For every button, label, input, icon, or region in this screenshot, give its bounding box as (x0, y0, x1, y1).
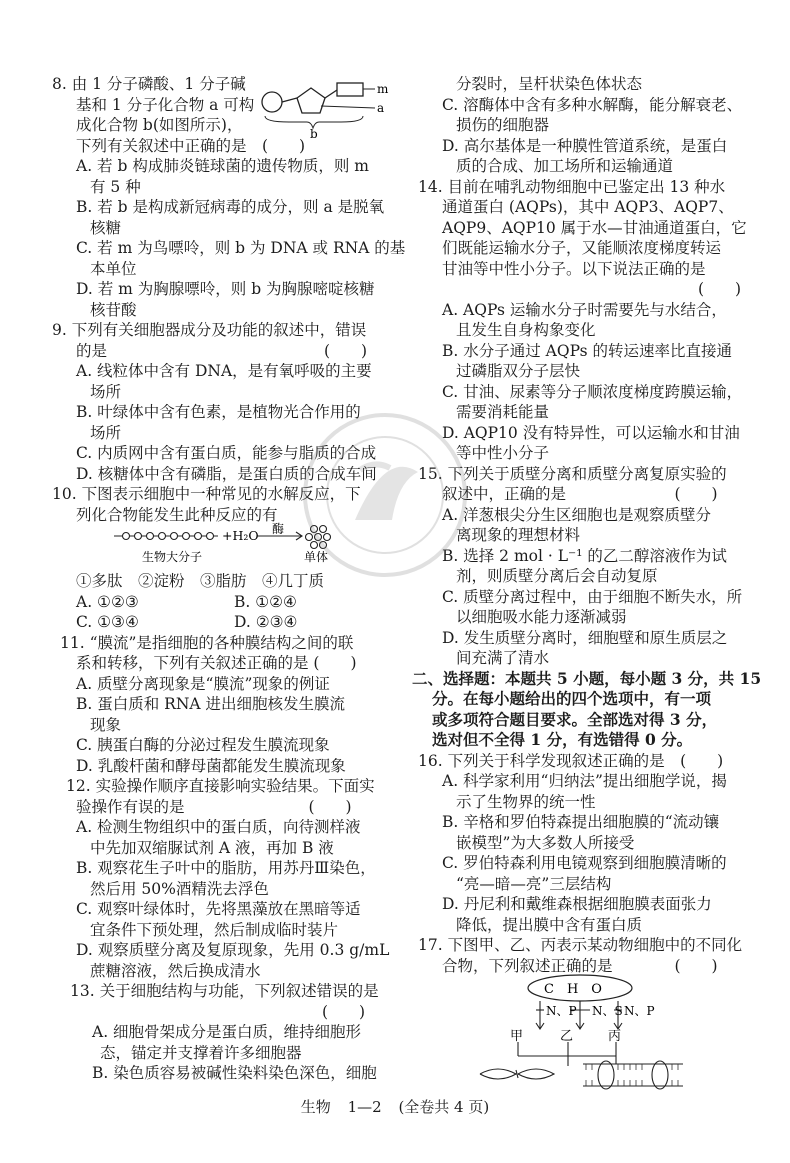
q14-option-d-cont: 等中性小分子 (456, 444, 550, 462)
q8-option-b: B. 若 b 是构成新冠病毒的成分，则 a 是脱氧 (76, 198, 385, 216)
q16-option-c-cont: “亮—暗—亮”三层结构 (456, 874, 612, 893)
q8-option-a: A. 若 b 构成肺炎链球菌的遗传物质，则 m (76, 157, 369, 175)
footer-page-number: 1—2 (347, 1098, 382, 1116)
q14-paren: ( ) (698, 280, 742, 298)
q14-option-c: C. 甘油、尿素等分子顺浓度梯度跨膜运输， (442, 382, 743, 401)
q8-line: 下列有关叙述中正确的是 ( ) (76, 136, 306, 155)
section-2-heading-cont: 或多项符合题目要求。全部选对得 3 分， (432, 709, 718, 729)
q15-option-a: A. 洋葱根尖分生区细胞也是观察质壁分 (442, 505, 712, 524)
q13-stem-cont: ( ) (322, 1002, 366, 1021)
q14-stem-cont: AQP9、AQP10 属于水—甘油通道蛋白，它 (442, 218, 747, 237)
q9-option-a-cont: 场所 (90, 382, 122, 401)
q11-option-b-cont: 现象 (90, 715, 122, 734)
q15-option-d: D. 发生质壁分离时，细胞壁和原生质层之 (442, 628, 728, 647)
q8-option-c-cont: 本单位 (90, 259, 137, 278)
q13-option-b-cont: 分裂时，呈杆状染色体状态 (456, 75, 643, 93)
q8-line: 成化合物 b(如图所示)， (76, 116, 243, 134)
q10-option-a: A. ①②③ (76, 592, 139, 611)
q14-stem-cont: 甘油等中性小分子。以下说法正确的是 (442, 259, 706, 278)
label-a: a (377, 101, 385, 115)
q11-stem: 11. “膜流”是指细胞的各种膜结构之间的联 (60, 633, 354, 652)
q8-line: 8. 由 1 分子磷酸、1 分子碱 (52, 75, 246, 93)
q10-items: ①多肽 ②淀粉 ③脂肪 ④几丁质 (76, 572, 325, 590)
enzyme-label: 酶 (272, 522, 285, 536)
q15-option-b-cont: 剂，则质壁分离后会自动复原 (456, 567, 658, 585)
q13-option-c-cont: 损伤的细胞器 (456, 116, 550, 134)
q16-option-a: A. 科学家利用“归纳法”提出细胞学说，揭 (442, 772, 727, 790)
q14-option-a-cont: 且发生自身构象变化 (456, 321, 596, 339)
q15-option-c: C. 质壁分离过程中，由于细胞不断失水，所 (442, 587, 743, 606)
q13-option-d-cont: 质的合成、加工场所和运输通道 (456, 157, 674, 175)
q17-stem: 17. 下图甲、乙、丙表示某动物细胞中的不同化 (418, 936, 743, 954)
q13-stem: 13. 关于细胞结构与功能，下列叙述错误的是 (70, 982, 379, 1000)
ns-label: N、S (592, 1004, 623, 1018)
q15-option-c-cont: 以细胞吸水能力逐渐减弱 (456, 608, 627, 626)
macromolecule-label: 生物大分子 (142, 550, 203, 564)
q11-option-d: D. 乳酸杆菌和酵母菌都能发生膜流现象 (76, 756, 346, 775)
q8-option-c: C. 若 m 为鸟嘌呤，则 b 为 DNA 或 RNA 的基 (76, 239, 406, 257)
q8-option-b-cont: 核糖 (90, 218, 122, 237)
q12-option-d: D. 观察质壁分离及复原现象，先用 0.3 g/mL (76, 941, 390, 959)
q9-stem: 9. 下列有关细胞器成分及功能的叙述中，错误 (52, 321, 367, 339)
q16-option-c: C. 罗伯特森利用电镜观察到细胞膜清晰的 (442, 854, 727, 872)
page-footer (0, 1096, 790, 1117)
q9-option-c: C. 内质网中含有蛋白质，能参与脂质的合成 (76, 444, 377, 462)
q12-option-a: A. 检测生物组织中的蛋白质，向待测样液 (76, 818, 361, 836)
q15-stem-cont: 叙述中，正确的是 ( ) (442, 485, 718, 503)
q12-option-a-cont: 中先加双缩脲试剂 A 液，再加 B 液 (90, 838, 334, 857)
monomer-label: 单体 (304, 550, 329, 564)
bing-label: 丙 (608, 1029, 622, 1044)
q12-option-b-cont: 然后用 50%酒精洗去浮色 (90, 879, 269, 898)
q12-stem: 12. 实验操作顺序直接影响实验结果。下面实 (66, 777, 375, 795)
q16-option-d-cont: 降低，提出膜中含有蛋白质 (456, 915, 643, 934)
q12-option-c-cont: 宜条件下预处理，然后制成临时装片 (90, 920, 339, 939)
q10-stem-cont: 列化合物能发生此种反应的有 (76, 505, 278, 524)
q15-option-b: B. 选择 2 mol · L⁻¹ 的乙二醇溶液作为试 (442, 546, 727, 565)
section-2-heading: 二、选择题：本题共 5 小题，每小题 3 分，共 15 (412, 668, 762, 688)
q9-stem-cont: 的是 ( ) (76, 341, 368, 360)
yi-label: 乙 (560, 1029, 574, 1044)
q11-stem-cont: 系和转移，下列有关叙述正确的是 ( ) (76, 654, 357, 672)
q14-stem: 14. 目前在哺乳动物细胞中已鉴定出 13 种水 (418, 177, 726, 196)
q8-option-d: D. 若 m 为胸腺嘌呤，则 b 为胸腺嘧啶核糖 (76, 280, 375, 298)
q13-option-a: A. 细胞骨架成分是蛋白质，维持细胞形 (92, 1023, 362, 1041)
q17-stem-cont: 合物，下列叙述正确的是 ( ) (442, 956, 718, 975)
water-label: +H₂O (222, 528, 259, 543)
q13-option-a-cont: 态，锚定并支撑着许多细胞器 (100, 1043, 302, 1062)
q12-option-b: B. 观察花生子叶中的脂肪，用苏丹Ⅲ染色， (76, 859, 376, 877)
jia-label: 甲 (510, 1029, 524, 1044)
cho-label: C H O (544, 982, 602, 997)
q14-option-c-cont: 需要消耗能量 (456, 403, 550, 421)
q9-option-b: B. 叶绿体中含有色素，是植物光合作用的 (76, 403, 361, 421)
compounds-figure (418, 976, 758, 1094)
q8-line: 基和 1 分子化合物 a 可构 (76, 95, 255, 114)
q13-option-d: D. 高尔基体是一种膜性管道系统，是蛋白 (442, 136, 728, 155)
q10-option-b: B. ①②④ (234, 592, 297, 611)
q15-option-a-cont: 离现象的理想材料 (456, 526, 581, 544)
q16-option-a-cont: 示了生物界的统一性 (456, 792, 596, 811)
q14-option-a: A. AQPs 运输水分子时需要先与水结合， (442, 300, 727, 319)
q9-option-d: D. 核糖体中含有磷脂，是蛋白质的合成车间 (76, 464, 377, 483)
question-8 (52, 74, 392, 156)
nucleotide-figure (259, 68, 391, 141)
np-label: N、P (546, 1004, 577, 1018)
q16-stem: 16. 下列关于科学发现叙述正确的是 ( ) (418, 751, 724, 770)
q10-option-d: D. ②③④ (234, 613, 298, 631)
q14-option-d: D. AQP10 没有特异性，可以运输水和甘油 (442, 423, 740, 442)
q9-option-a: A. 线粒体中含有 DNA，是有氧呼吸的主要 (76, 362, 372, 380)
section-2-heading-cont: 分。在每小题给出的四个选项中，有一项 (432, 689, 712, 708)
q12-option-d-cont: 蔗糖溶液，然后换成清水 (90, 961, 261, 980)
watermark-seal (300, 410, 470, 580)
q11-option-c: C. 胰蛋白酶的分泌过程发生膜流现象 (76, 736, 330, 754)
footer-subject: 生物 (300, 1098, 331, 1116)
q13-option-c: C. 溶酶体中含有多种水解酶，能分解衰老、 (442, 95, 743, 114)
q10-options-row1 (52, 592, 392, 613)
q8-option-d-cont: 核苷酸 (90, 300, 137, 319)
np2-label: N、P (624, 1004, 655, 1018)
q16-option-b: B. 辛格和罗伯特森提出细胞膜的“流动镶 (442, 813, 720, 831)
section-2-heading-cont: 选对但不全得 1 分，有选错得 0 分。 (432, 730, 693, 749)
q11-option-a: A. 质壁分离现象是“膜流”现象的例证 (76, 674, 330, 693)
q10-options-row2 (52, 612, 392, 633)
q16-option-d: D. 丹尼利和戴维森根据细胞膜表面张力 (442, 895, 712, 913)
footer-total-pages: (全卷共 4 页) (398, 1098, 490, 1116)
q11-option-b: B. 蛋白质和 RNA 进出细胞核发生膜流 (76, 695, 346, 713)
q14-stem-cont: 通道蛋白 (AQPs)，其中 AQP3、AQP7、 (442, 198, 734, 216)
q10-option-c: C. ①③④ (76, 613, 139, 631)
q14-stem-cont: 们既能运输水分子，又能顺浓度梯度转运 (442, 239, 722, 257)
q12-option-c: C. 观察叶绿体时，先将黑藻放在黑暗等适 (76, 900, 361, 918)
q14-option-b-cont: 过磷脂双分子层快 (456, 362, 581, 380)
q15-stem: 15. 下列关于质壁分离和质壁分离复原实验的 (418, 464, 727, 483)
q15-option-d-cont: 间充满了清水 (456, 649, 550, 667)
q10-stem: 10. 下图表示细胞中一种常见的水解反应，下 (52, 485, 361, 503)
label-m: m (377, 82, 389, 96)
q16-option-b-cont: 嵌模型”为大多数人所接受 (456, 833, 635, 852)
q14-option-b: B. 水分子通过 AQPs 的转运速率比直接通 (442, 341, 732, 360)
q9-option-b-cont: 场所 (90, 423, 122, 442)
label-b: b (310, 127, 318, 141)
q13-option-b: B. 染色质容易被碱性染料染色深色，细胞 (92, 1064, 377, 1082)
right-column (412, 74, 763, 1098)
q8-option-a-cont: 有 5 种 (90, 177, 141, 196)
q12-stem-cont: 验操作有误的是 ( ) (76, 797, 352, 816)
